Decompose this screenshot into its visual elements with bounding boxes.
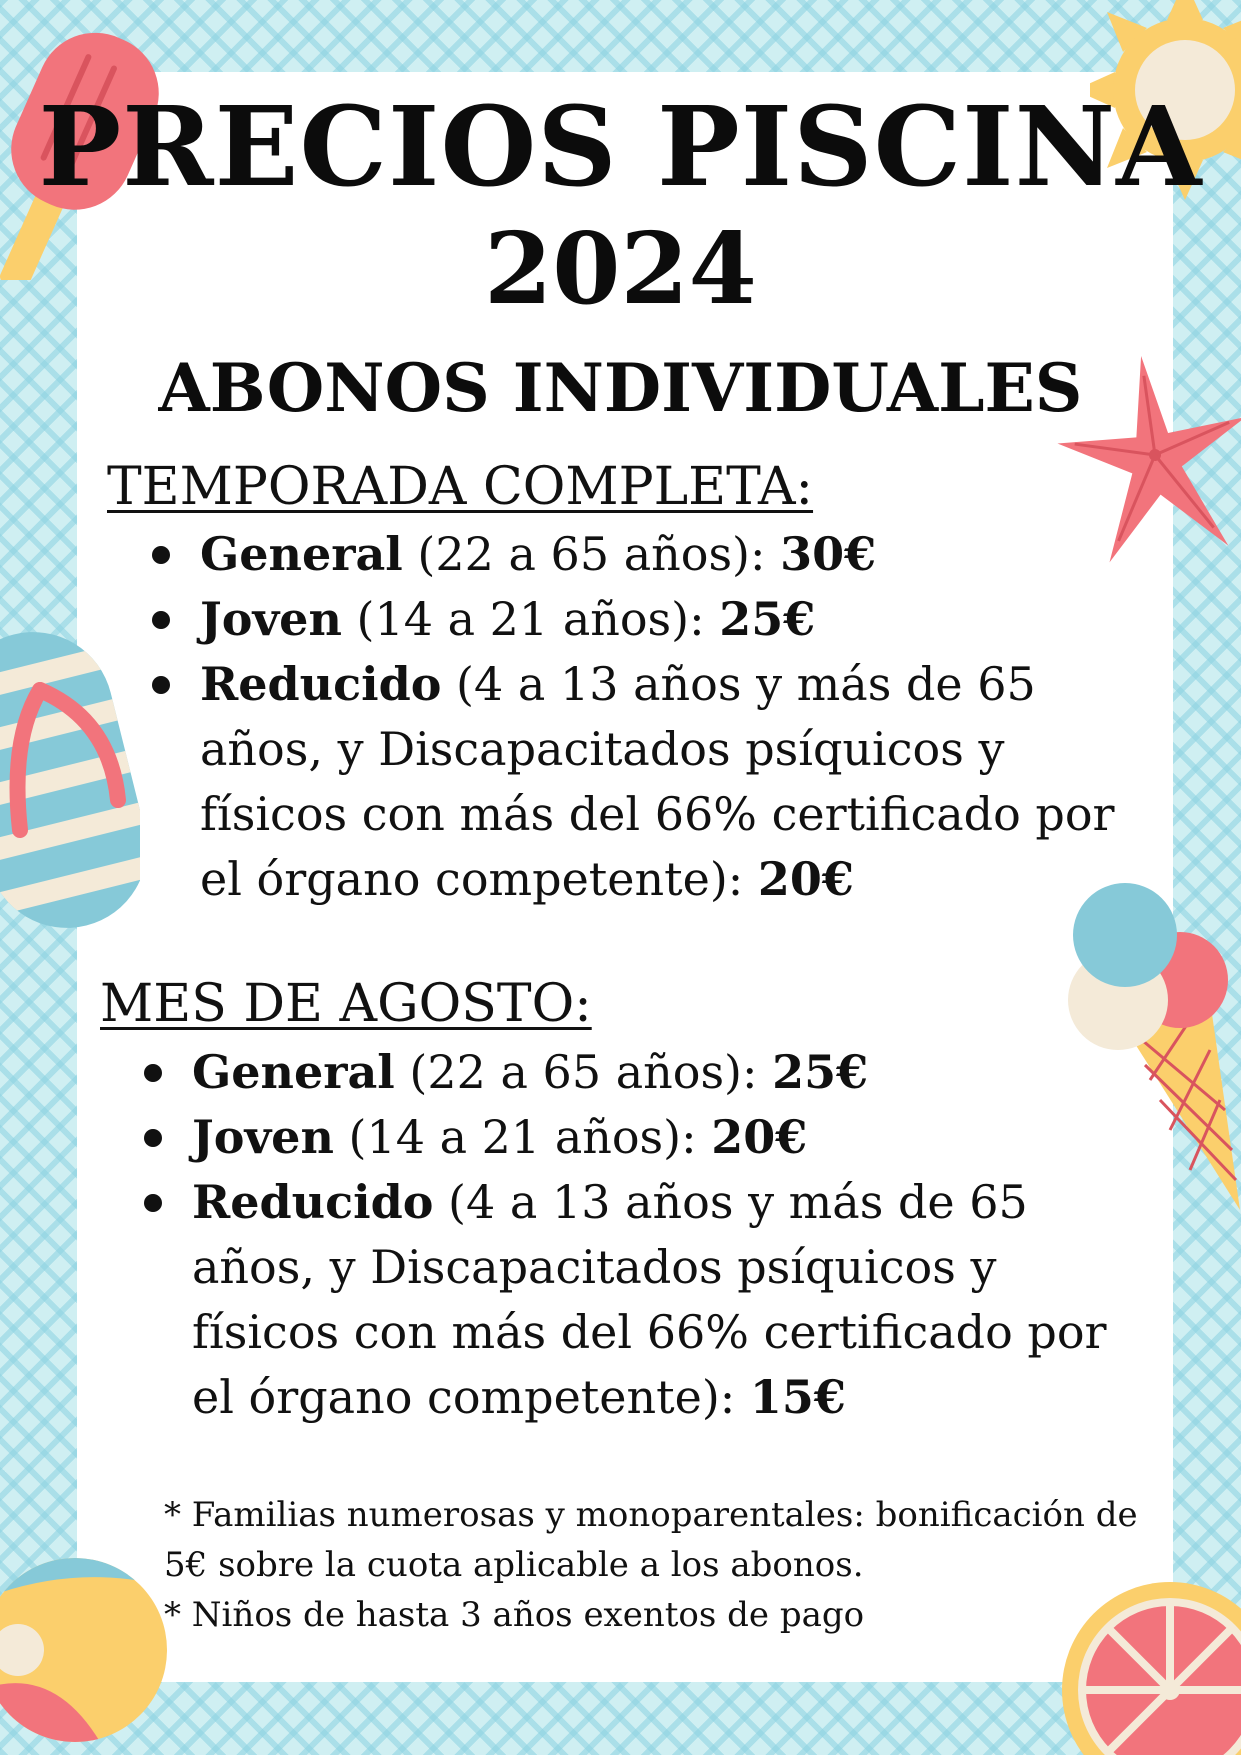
year-heading: 2024 — [484, 212, 757, 327]
category-label: General — [192, 1045, 395, 1099]
footnotes — [164, 1490, 1184, 1640]
price-value: 20€ — [757, 852, 854, 906]
august-heading: MES DE AGOSTO: — [100, 974, 592, 1034]
flip-flop-icon — [0, 630, 140, 940]
list-item — [140, 1040, 1140, 1105]
subtitle: ABONOS INDIVIDUALES — [158, 349, 1083, 427]
footnote-children: * Niños de hasta 3 años exentos de pago — [164, 1595, 865, 1635]
category-label: Reducido — [200, 657, 442, 711]
category-detail: (22 a 65 años): — [402, 527, 781, 581]
bullet-icon — [144, 1194, 162, 1212]
footnote-families: * Familias numerosas y monoparentales: bonificación de 5€ sobre la cuota aplicable a los abonos. — [164, 1495, 1138, 1585]
list-item — [148, 652, 1148, 912]
list-item — [148, 522, 1148, 587]
list-item — [140, 1170, 1140, 1430]
august-price-list — [140, 1040, 1140, 1430]
category-label: General — [200, 527, 403, 581]
bullet-icon — [144, 1064, 162, 1082]
price-value: 15€ — [749, 1370, 846, 1424]
category-detail: (14 a 21 años): — [333, 1110, 712, 1164]
category-label: Joven — [192, 1110, 334, 1164]
price-value: 25€ — [772, 1045, 869, 1099]
bullet-icon — [152, 546, 170, 564]
season-price-list — [148, 522, 1148, 912]
bullet-icon — [152, 611, 170, 629]
list-item — [148, 587, 1148, 652]
list-item — [140, 1105, 1140, 1170]
category-detail: (4 a 13 años y más de 65 años, y Discapacitados psíquicos y físicos con más del 66% certificado por el órgano competente): — [192, 1175, 1107, 1424]
bullet-icon — [152, 676, 170, 694]
bullet-icon — [144, 1129, 162, 1147]
category-detail: (22 a 65 años): — [394, 1045, 773, 1099]
category-detail: (14 a 21 años): — [341, 592, 720, 646]
beach-ball-icon — [0, 1540, 170, 1755]
category-label: Joven — [200, 592, 342, 646]
page-title: PRECIOS PISCINA — [38, 82, 1203, 211]
price-value: 25€ — [719, 592, 816, 646]
category-label: Reducido — [192, 1175, 434, 1229]
category-detail: (4 a 13 años y más de 65 años, y Discapacitados psíquicos y físicos con más del 66% certificado por el órgano competente): — [200, 657, 1115, 906]
price-value: 30€ — [780, 527, 877, 581]
price-value: 20€ — [711, 1110, 808, 1164]
season-heading: TEMPORADA COMPLETA: — [107, 457, 814, 517]
